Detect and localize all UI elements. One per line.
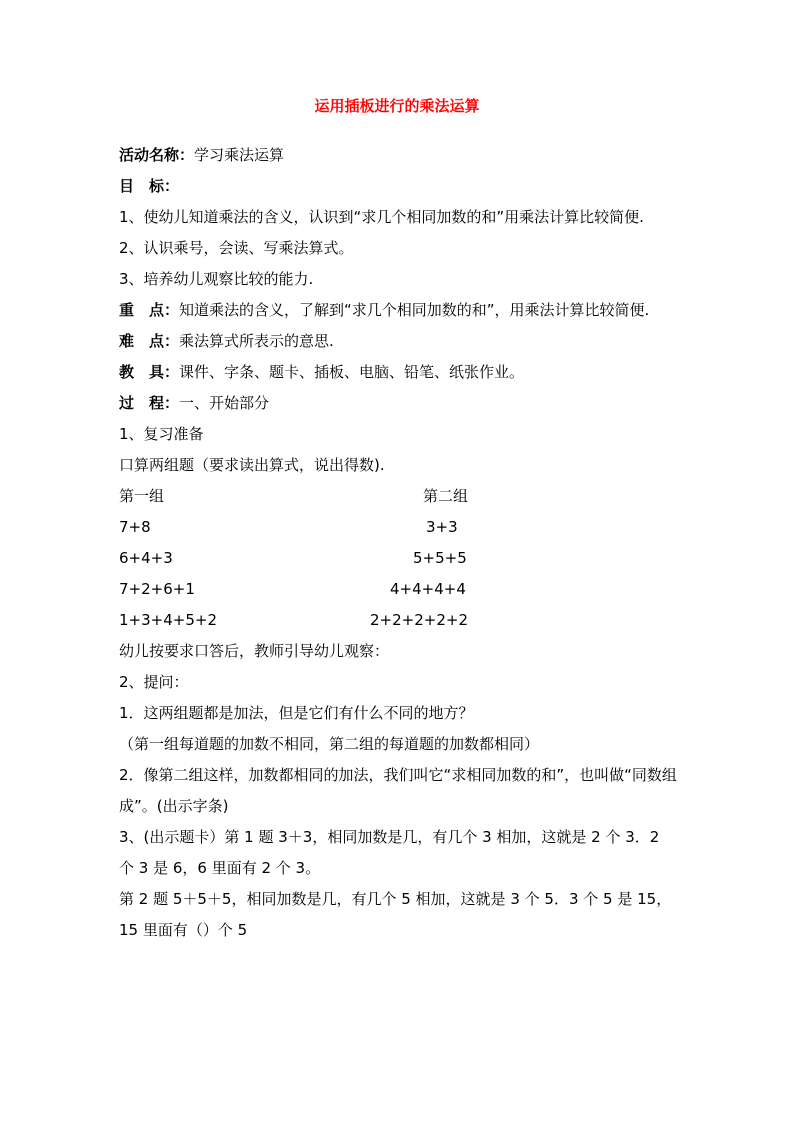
group-row — [119, 605, 679, 636]
difficulty-label: 难 点： — [119, 332, 180, 350]
activity-value: 学习乘法运算 — [194, 146, 285, 164]
group-1-item: 7+8 — [119, 518, 151, 536]
key-point-line — [119, 295, 679, 326]
process-line — [119, 388, 679, 419]
difficulty-line — [119, 326, 679, 357]
question-2: 2．像第二组这样，加数都相同的加法，我们叫它“求相同加数的和”，也叫做“同数组成”。(出示字条) — [119, 766, 677, 815]
goal-item-2: 2、认识乘号，会读、写乘法算式。 — [119, 239, 354, 257]
tools-label: 教 具： — [119, 363, 180, 381]
tools-line — [119, 357, 679, 388]
group-2-header: 第二组 — [423, 487, 469, 505]
group-1-item: 1+3+4+5+2 — [119, 611, 217, 629]
document-title: 运用插板进行的乘法运算 — [314, 97, 480, 115]
goals-label: 目 标： — [119, 177, 180, 195]
ask-line: 2、提问： — [119, 673, 189, 691]
process-label: 过 程： — [119, 394, 180, 412]
activity-line — [119, 140, 679, 171]
goal-item-3: 3、培养幼儿观察比较的能力. — [119, 270, 314, 288]
question-3: 3、(出示题卡）第 1 题 3＋3，相同加数是几，有几个 3 相加，这就是 2 个 3．2 个 3 是 6，6 里面有 2 个 3。 — [119, 828, 660, 877]
group-row — [119, 543, 679, 574]
group-1-item: 7+2+6+1 — [119, 580, 195, 598]
process-value: 一、开始部分 — [179, 394, 270, 412]
group-row — [119, 574, 679, 605]
key-point-label: 重 点： — [119, 301, 180, 319]
group-2-item: 3+3 — [426, 518, 458, 536]
review-line: 1、复习准备 — [119, 425, 204, 443]
after-line: 幼儿按要求口答后，教师引导幼儿观察： — [119, 642, 390, 660]
group-1-item: 6+4+3 — [119, 549, 173, 567]
activity-label: 活动名称： — [119, 146, 195, 164]
group-2-item: 4+4+4+4 — [390, 580, 466, 598]
key-point-value: 知道乘法的含义，了解到“求几个相同加数的和”，用乘法计算比较简便. — [179, 301, 650, 319]
group-row — [119, 512, 679, 543]
oral-line: 口算两组题（要求读出算式，说出得数). — [119, 456, 385, 474]
group-2-item: 2+2+2+2+2 — [370, 611, 468, 629]
question-4: 第 2 题 5＋5＋5，相同加数是几，有几个 5 相加，这就是 3 个 5．3 个 5 是 15，15 里面有（）个 5 — [119, 890, 672, 939]
group-header-row — [119, 481, 679, 512]
question-1: 1．这两组题都是加法，但是它们有什么不同的地方？ — [119, 704, 474, 722]
group-2-item: 5+5+5 — [413, 549, 467, 567]
group-1-header: 第一组 — [119, 487, 165, 505]
goal-item-1: 1、使幼儿知道乘法的含义，认识到“求几个相同加数的和”用乘法计算比较简便. — [119, 208, 644, 226]
difficulty-value: 乘法算式所表示的意思. — [179, 332, 334, 350]
question-1-answer: （第一组每道题的加数不相同，第二组的每道题的加数都相同） — [119, 735, 540, 753]
document-body — [119, 140, 679, 946]
tools-value: 课件、字条、题卡、插板、电脑、铅笔、纸张作业。 — [179, 363, 525, 381]
